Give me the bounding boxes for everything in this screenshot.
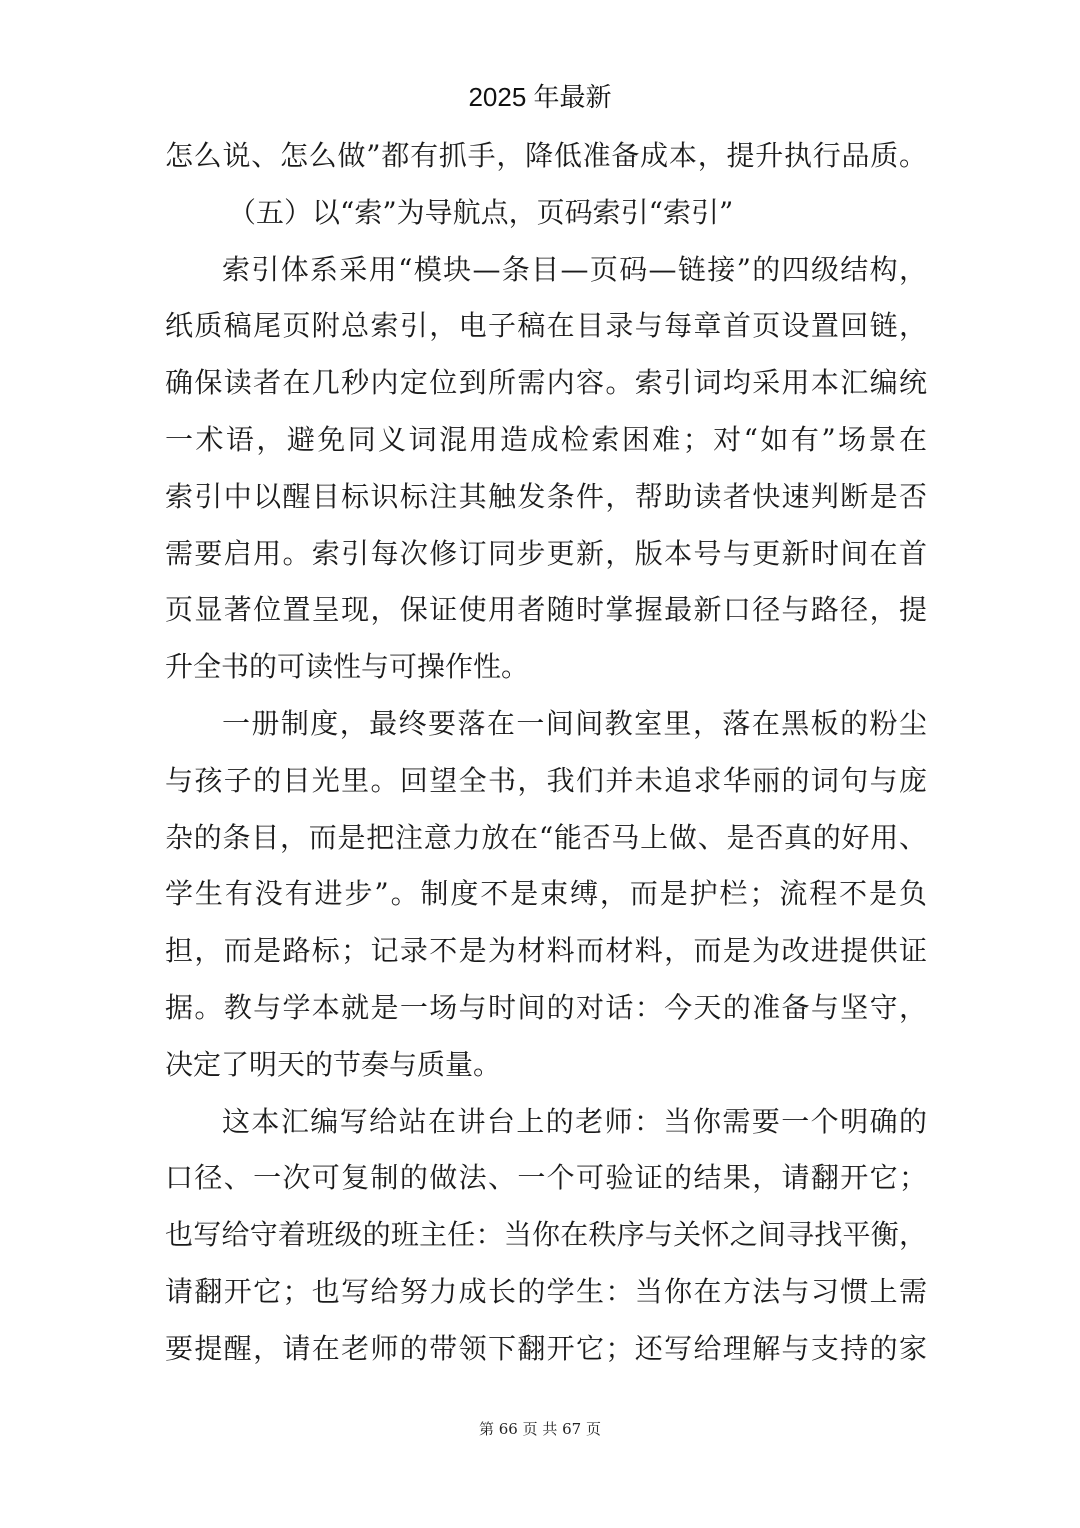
body-line: 与孩子的目光里。回望全书，我们并未追求华丽的词句与庞 [165, 763, 927, 797]
body-line: 口径、一次可复制的做法、一个可验证的结果，请翻开它； [165, 1161, 927, 1195]
body-line: 升全书的可读性与可操作性。 [165, 650, 530, 684]
body-line: 学生有没有进步”。制度不是束缚，而是护栏；流程不是负 [165, 877, 927, 911]
body-line: 怎么说、怎么做”都有抓手，降低准备成本，提升执行品质。 [165, 139, 927, 172]
body-line: 据。教与学本就是一场与时间的对话：今天的准备与坚守， [165, 990, 927, 1024]
body-line: 这本汇编写给站在讲台上的老师：当你需要一个明确的 [222, 1104, 927, 1138]
body-line: 索引中以醒目标识标注其触发条件，帮助读者快速判断是否 [165, 479, 927, 513]
paragraph-index-system [165, 242, 927, 696]
section-heading: （五）以“索”为导航点，页码索引“索引” [228, 195, 734, 229]
body-line: 页显著位置呈现，保证使用者随时掌握最新口径与路径，提 [165, 593, 927, 627]
paragraph-conclusion [165, 696, 927, 1094]
body-line: 要提醒，请在老师的带领下翻开它；还写给理解与支持的家 [165, 1331, 927, 1365]
body-line: 一册制度，最终要落在一间间教室里，落在黑板的粉尘 [222, 706, 927, 740]
body-line: 纸质稿尾页附总索引，电子稿在目录与每章首页设置回链， [165, 309, 927, 343]
body-line: 请翻开它；也写给努力成长的学生：当你在方法与习惯上需 [165, 1274, 927, 1308]
paragraph-dedication [165, 1094, 927, 1378]
body-line: 一术语，避免同义词混用造成检索困难；对“如有”场景在 [165, 422, 927, 456]
body-line: 索引体系采用“模块—条目—页码—链接”的四级结构， [222, 252, 927, 286]
body-line: 确保读者在几秒内定位到所需内容。索引词均采用本汇编统 [165, 366, 927, 400]
body-line: 也写给守着班级的班主任：当你在秩序与关怀之间寻找平衡， [165, 1218, 927, 1252]
body-line: 杂的条目，而是把注意力放在“能否马上做、是否真的好用、 [165, 820, 927, 854]
page-number-footer: 第 66 页 共 67 页 [478, 1420, 601, 1438]
body-line: 决定了明天的节奏与质量。 [165, 1047, 502, 1081]
body-line: 担，而是路标；记录不是为材料而材料，而是为改进提供证 [165, 934, 927, 968]
page-header-title: 2025 年最新 [468, 82, 612, 112]
body-line: 需要启用。索引每次修订同步更新，版本号与更新时间在首 [165, 536, 927, 570]
document-body [165, 128, 927, 1378]
